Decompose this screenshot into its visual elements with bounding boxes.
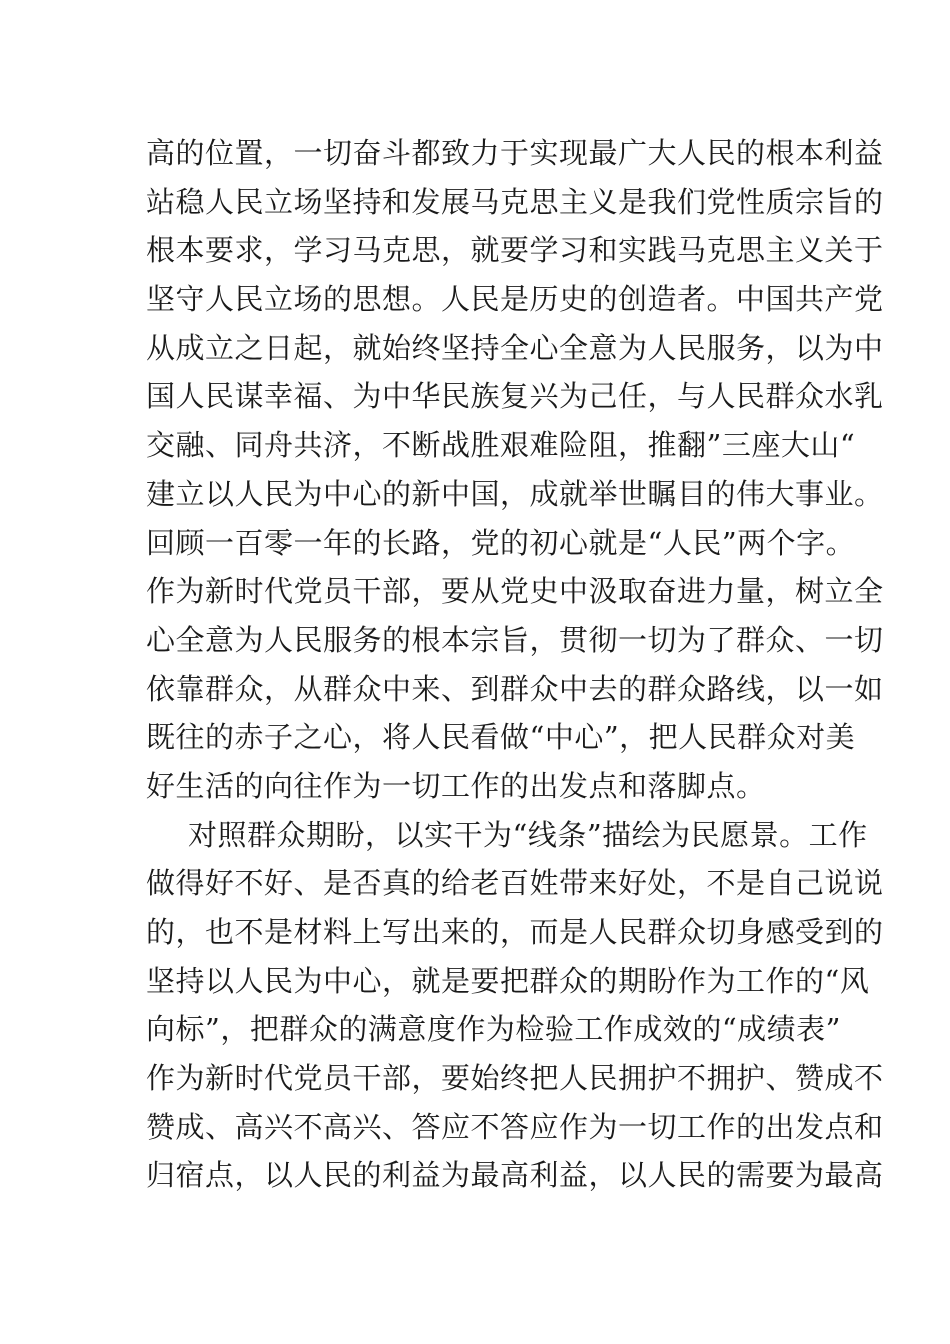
text-line-6: 国人民谋幸福、为中华民族复兴为己任，与人民群众水乳 xyxy=(146,379,884,414)
paragraph-start-line: 对照群众期盼，以实干为“线条”描绘为民愿景。工作 xyxy=(188,817,868,852)
document-body xyxy=(146,129,884,1200)
text-line-12: 依靠群众，从群众中来、到群众中去的群众路线，以一如 xyxy=(146,671,884,706)
text-line-7: 交融、同舟共济，不断战胜艰难险阻，推翻”三座大山“ xyxy=(146,428,856,463)
text-line-4: 坚守人民立场的思想。人民是历史的创造者。中国共产党 xyxy=(146,282,884,317)
text-line-9: 回顾一百零一年的长路，党的初心就是“人民”两个字。 xyxy=(146,525,856,560)
text-line-2: 站稳人民立场坚持和发展马克思主义是我们党性质宗旨的 xyxy=(146,184,884,219)
text-line-16: 做得好不好、是否真的给老百姓带来好处，不是自己说说 xyxy=(146,866,884,901)
text-line-18: 坚持以人民为中心，就是要把群众的期盼作为工作的“风 xyxy=(146,963,870,998)
text-line-17: 的，也不是材料上写出来的，而是人民群众切身感受到的 xyxy=(146,915,884,949)
text-line-19: 向标”，把群众的满意度作为检验工作成效的“成绩表” xyxy=(146,1012,841,1047)
text-line-20: 作为新时代党员干部，要始终把人民拥护不拥护、赞成不 xyxy=(146,1061,884,1096)
text-line-1: 高的位置，一切奋斗都致力于实现最广大人民的根本利益 xyxy=(146,136,884,170)
text-line-5: 从成立之日起，就始终坚持全心全意为人民服务，以为中 xyxy=(146,330,884,365)
text-line-14: 好生活的向往作为一切工作的出发点和落脚点。 xyxy=(146,768,766,803)
text-line-3: 根本要求，学习马克思，就要学习和实践马克思主义关于 xyxy=(146,233,884,268)
text-line-21: 赞成、高兴不高兴、答应不答应作为一切工作的出发点和 xyxy=(146,1109,884,1144)
text-line-22: 归宿点，以人民的利益为最高利益，以人民的需要为最高 xyxy=(146,1158,884,1193)
text-line-13: 既往的赤子之心，将人民看做“中心”，把人民群众对美 xyxy=(146,720,856,755)
text-line-10: 作为新时代党员干部，要从党史中汲取奋进力量，树立全 xyxy=(146,574,884,609)
text-line-8: 建立以人民为中心的新中国，成就举世瞩目的伟大事业。 xyxy=(146,476,884,511)
text-line-11: 心全意为人民服务的根本宗旨，贯彻一切为了群众、一切 xyxy=(146,622,884,657)
